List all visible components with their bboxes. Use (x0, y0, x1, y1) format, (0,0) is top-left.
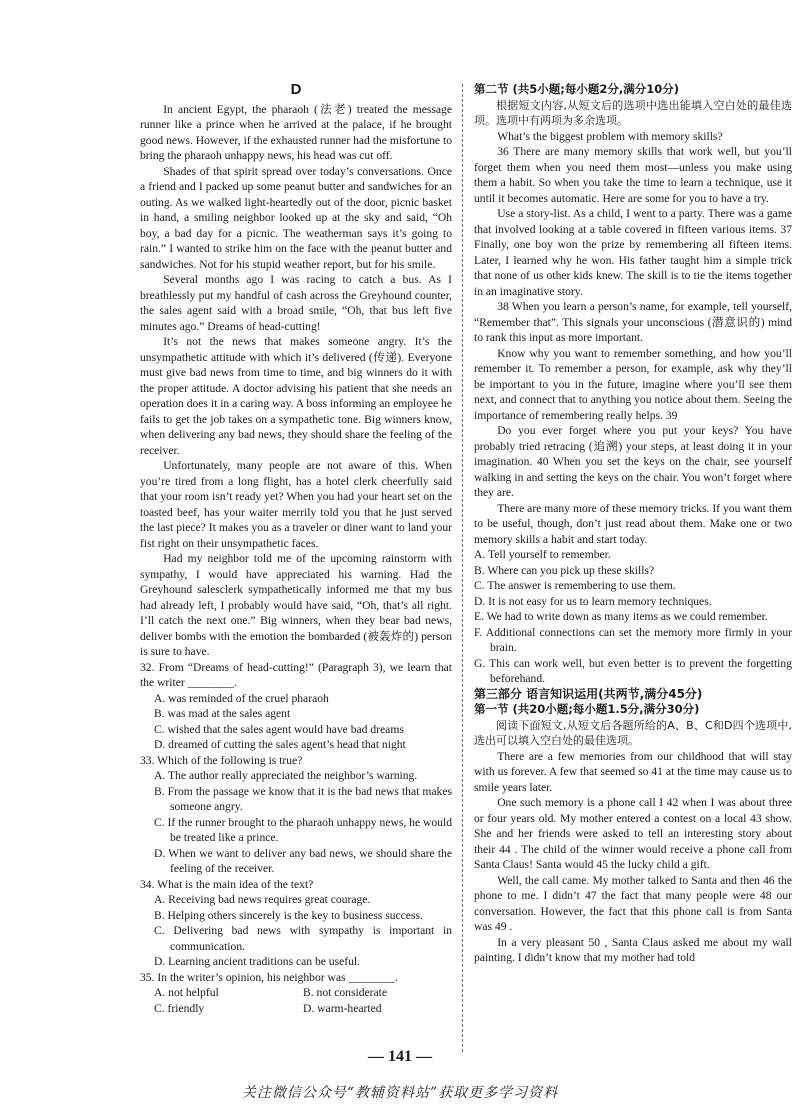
question-option: B. not considerate (303, 986, 388, 999)
passage-paragraph: Know why you want to remember something, and how you’ll remember it. To remember a person, for example, ask why they’ll be important to you in the future, imagine where you’ll see them next, and connect that to anything you notice about them. Seeing the importance of remembering really helps. 39 (474, 346, 792, 422)
question-stem: 32. From “Dreams of head-cutting!” (Paragraph 3), we learn that the writer ________. (140, 660, 452, 689)
passage-paragraph: Use a story-list. As a child, I went to a party. There was a game that involved looking at a table covered in fifteen various items. 37 Finally, one boy won the prize by remembering all fifteen items. Later, I learned why he won. His father taught him a simple trick that none of us other kids knew. The skill is to tie the items together in an imaginative story. (474, 207, 792, 298)
question-option: C. If the runner brought to the pharaoh unhappy news, he would be treated like a prince. (154, 815, 452, 844)
question-35 (140, 970, 452, 1017)
option-row (154, 1001, 452, 1017)
section-instructions: 根据短文内容,从短文后的选项中选出能填入空白处的最佳选项。选项中有两项为多余选项。 (474, 98, 792, 127)
answer-option: B. Where can you pick up these skills? (474, 563, 655, 577)
question-option: A. was reminded of the cruel pharaoh (154, 691, 329, 705)
part-heading: 第三部分 语言知识运用(共两节,满分45分) (474, 686, 703, 701)
passage-paragraph: Several months ago I was racing to catch a bus. As I breathlessly put my handful of cash across the Greyhound counter, the sales agent said with a broad smile, “Oh, that bus left five minutes ago.” Dreams of head-cutting! (140, 273, 452, 333)
question-option: D. When we want to deliver any bad news, we should share the feeling of the receiver. (154, 846, 452, 875)
passage-paragraph: There are many more of these memory tricks. If you want them to be useful, though, don’t just read about them. Make one or two memory skills a habit and start today. (474, 501, 792, 546)
question-option: C. Delivering bad news with sympathy is important in communication. (154, 924, 452, 953)
question-option: C. wished that the sales agent would have bad dreams (154, 722, 404, 736)
question-option: A. The author really appreciated the neighbor’s warning. (154, 769, 418, 782)
answer-option: D. It is not easy for us to learn memory techniques. (474, 594, 712, 608)
option-row (154, 985, 452, 1001)
question-option: D. warm-hearted (303, 1001, 382, 1015)
question-option: D. dreamed of cutting the sales agent’s head that night (154, 738, 406, 751)
passage-paragraph: Had my neighbor told me of the upcoming rainstorm with sympathy, I would have appreciated his warning. Had the Greyhound salesclerk sympathetically informed me that my bus had already left, I probably would have said, “Oh, that’s all right. I’ll catch the next one.” Big winners, when they bear bad news, deliver bombs with the emotion the bombarded (被轰炸的) person is sure to have. (140, 552, 452, 658)
passage-paragraph: Shades of that spirit spread over today’s conversations. Once a friend and I packed up some peanut butter and sandwiches for an outing. As we walked light-heartedly out of the door, picnic basket in hand, a smiling neighbor looked up at the sky and said, “Oh boy, a bad day for a picnic. The weatherman says it’s going to rain.” I wanted to strike him on the face with the peanut butter and sandwiches. Not for his stupid weather report, but for his smile. (140, 164, 452, 271)
question-stem: 35. In the writer’s opinion, his neighbor was ________. (140, 970, 398, 984)
cloze-paragraph: One such memory is a phone call I 42 when I was about three or four years old. My mother entered a contest on a local 43 show. She and her friends were asked to tell an interesting story about their 44 . The child of the winner would receive a phone call from Santa Claus! Santa would 45 the lucky child a gift. (474, 796, 792, 871)
page-number: — 141 — (368, 1048, 432, 1065)
answer-option: F. Additional connections can set the memory more firmly in your brain. (474, 625, 792, 654)
question-33 (140, 753, 452, 877)
question-34 (140, 877, 452, 970)
cloze-paragraph: In a very pleasant 50 , Santa Claus asked me about my wall painting. I didn’t know that my mother had told (474, 935, 792, 964)
cloze-paragraph: There are a few memories from our childhood that will stay with us forever. A few that seemed so 41 at the time may cause us to smile years later. (474, 749, 792, 794)
answer-option: C. The answer is remembering to use them. (474, 579, 676, 592)
footer-watermark: 关注微信公众号“教辅资料站”获取更多学习资料 (241, 1085, 559, 1101)
question-stem: 33. Which of the following is true? (140, 753, 303, 767)
question-option: D. Learning ancient traditions can be useful. (154, 955, 361, 968)
question-option: C. friendly (154, 1001, 205, 1015)
passage-paragraph: What’s the biggest problem with memory skills? (497, 129, 723, 143)
question-32 (140, 660, 452, 753)
answer-option: A. Tell yourself to remember. (474, 548, 611, 561)
passage-title: D (290, 81, 302, 98)
question-option: B. Helping others sincerely is the key to business success. (154, 908, 423, 922)
question-option: A. not helpful (154, 986, 219, 999)
passage-paragraph: Do you ever forget where you put your keys? You have probably tried retracing (追溯) your steps, at least doing it in your imagination. 40 When you set the keys on the chair, see yourself walking in and setting the keys on the chair. You won’t forget where they are. (474, 424, 792, 499)
passage-paragraph: In ancient Egypt, the pharaoh (法老) treated the message runner like a prince when he arrived at the palace, if he brought good news. However, if the exhausted runner had the misfortune to bring the pharaoh unhappy news, his head was cut off. (140, 102, 452, 162)
left-column (140, 82, 452, 1016)
column-divider (462, 84, 463, 1052)
question-stem: 34. What is the main idea of the text? (140, 877, 314, 891)
question-option: B. was mad at the sales agent (154, 707, 291, 720)
passage-paragraph: 38 When you learn a person’s name, for example, tell yourself, “Remember that”. This signals your unconscious (潜意识的) mind to rank this input as more important. (474, 300, 792, 344)
section-heading: 第一节 (共20小题;每小题1.5分,满分30分) (474, 702, 700, 716)
cloze-paragraph: Well, the call came. My mother talked to Santa and then 46 the phone to me. I didn’t 47 the fact that many people were 48 our conversation. However, the fact that this phone call is from Santa was 49 . (474, 873, 792, 933)
passage-paragraph: It’s not the news that makes someone angry. It’s the unsympathetic attitude with which it’s delivered (传递). Everyone must give bad news from time to time, and big winners do it with the proper attitude. A doctor advising his patient that she needs an operation does it in a caring way. A boss informing an employee he fails to get the job takes on a sympathetic tone. Big winners know, when delivering any bad news, they should share the feeling of the receiver. (140, 335, 452, 457)
section-instructions: 阅读下面短文,从短文后各题所给的A、B、C和D四个选项中,选出可以填入空白处的最佳选项。 (474, 718, 792, 747)
question-option: B. From the passage we know that it is the bad news that makes someone angry. (154, 784, 452, 813)
section-heading: 第二节 (共5小题;每小题2分,满分10分) (474, 82, 679, 96)
answer-option: E. We had to write down as many items as we could remember. (474, 610, 768, 623)
right-column (474, 82, 792, 966)
answer-option: G. This can work well, but even better is to prevent the forgetting beforehand. (474, 656, 792, 685)
question-option: A. Receiving bad news requires great courage. (154, 893, 371, 906)
passage-paragraph: 36 There are many memory skills that work well, but you’ll forget them when you need them most—unless you make using them a habit. So when you take the time to learn a technique, use it until it becomes automatic. Here are some for you to have a try. (474, 145, 792, 205)
passage-paragraph: Unfortunately, many people are not aware of this. When you’re tired from a long flight, has a hotel clerk cheerfully said that your room isn’t ready yet? When you had your heart set on the toasted beef, has your waiter merrily told you that he just served the last piece? It makes you as a traveler or diner want to land your fist right on their unsympathetic faces. (140, 459, 452, 550)
